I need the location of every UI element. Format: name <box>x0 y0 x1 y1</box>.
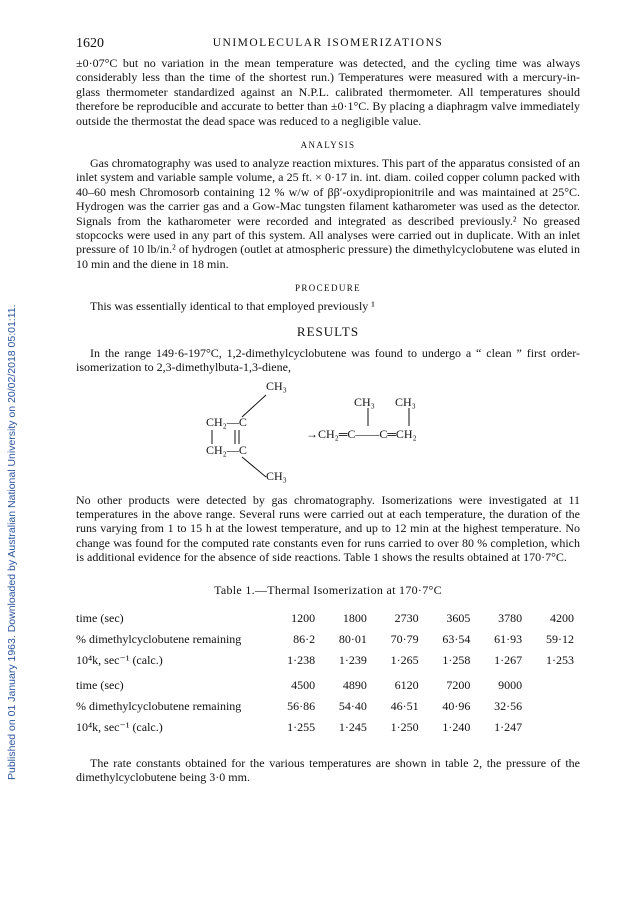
table-cell: 1·239 <box>338 652 367 667</box>
row-label: time (sec) <box>76 677 124 692</box>
row-label: 10⁴k, sec⁻¹ (calc.) <box>76 652 163 667</box>
publication-watermark <box>4 120 18 780</box>
table-cell <box>528 696 580 717</box>
row-label: % dimethylcyclobutene remaining <box>76 698 242 713</box>
table-cell: 1·245 <box>338 719 367 734</box>
running-head <box>76 36 580 56</box>
journal-page <box>76 36 580 784</box>
table-row <box>76 608 580 629</box>
publication-watermark-text: Published on 01 January 1963. Downloaded by Australian National University on 20/02/2018 05:01:11. <box>6 304 18 780</box>
table-row <box>76 629 580 650</box>
product-methyl-right: CH₃ <box>395 394 416 409</box>
table-cell: 1·265 <box>390 652 419 667</box>
running-title: UNIMOLECULAR ISOMERIZATIONS <box>212 37 444 49</box>
analysis-heading: ANALYSIS <box>300 140 356 151</box>
table-cell: 4500 <box>291 677 316 692</box>
table-cell <box>528 675 580 696</box>
table-cell: 1·250 <box>390 719 419 734</box>
row-label: time (sec) <box>76 610 124 625</box>
table-1 <box>76 608 580 738</box>
table-cell: 7200 <box>446 677 471 692</box>
table-cell: 70·79 <box>390 631 419 646</box>
table-cell: 1·253 <box>546 652 574 667</box>
table-cell: 86·2 <box>293 631 316 646</box>
table-cell: 3780 <box>498 610 523 625</box>
intro-paragraph: ±0·07°C but no variation in the mean temperature was detected, and the cycling time was always considerably less than the time of the shortest run.) Temperatures were measured with a mercury-in-glass thermometer standardized against an N.P.L. calibrated thermometer. All temperatures should therefore be reproducible and accurate to better than ±0·1°C. By placing a diaphragm valve immediately outside the thermostat the dead space was reduced to a negligible value. <box>76 56 580 128</box>
analysis-paragraph: Gas chromatography was used to analyze reaction mixtures. This part of the apparatus consisted of an inlet system and variable sample volume, a 25 ft. × 0·17 in. int. diam. coiled copper column packed with 40–60 mesh Chromosorb containing 12 % w/w of ββ′-oxydipropionitrile and was maintained at 25°C. Hydrogen was the carrier gas and a Gow-Mac tungsten filament katharometer was used as the detector. Signals from the katharometer were recorded and integrated as described previously.² No greased stopcocks were used in any part of this system. All analyses were carried out in duplicate. With an inlet pressure of 10 lb/in.² of hydrogen (outlet at atmospheric pressure) the dimethylcyclobutene was eluted in 10 min and the diene in 18 min. <box>76 156 580 271</box>
table-cell: 2730 <box>394 610 419 625</box>
procedure-paragraph: This was essentially identical to that employed previously ¹ <box>90 299 375 314</box>
reaction-scheme <box>76 377 580 487</box>
table-cell: 3605 <box>446 610 471 625</box>
table-cell: 56·86 <box>287 698 316 713</box>
table-cell: 1·247 <box>494 719 523 734</box>
product-methyl-left: CH₃ <box>354 394 375 409</box>
ring-upper-label: CH₂—C <box>206 414 247 429</box>
closing-paragraph: The rate constants obtained for the various temperatures are shown in table 2, the pressure of the dimethylcyclobutene being 3·0 mm. <box>76 755 580 784</box>
table-row <box>76 675 580 696</box>
procedure-heading: PROCEDURE <box>294 283 362 294</box>
table-cell <box>528 717 580 738</box>
table-cell: 1·255 <box>287 719 316 734</box>
table-cell: 1·267 <box>494 652 523 667</box>
table-cell: 9000 <box>498 677 523 692</box>
table-cell: 1·258 <box>442 652 471 667</box>
table-cell: 63·54 <box>442 631 471 646</box>
row-label: % dimethylcyclobutene remaining <box>76 631 242 646</box>
table-cell: 1·238 <box>287 652 316 667</box>
table-cell: 46·51 <box>390 698 419 713</box>
table-cell: 59·12 <box>546 631 574 646</box>
table-row <box>76 696 580 717</box>
results-heading: RESULTS <box>296 323 360 339</box>
results-paragraph-1: In the range 149·6-197°C, 1,2-dimethylcyclobutene was found to undergo a “ clean ” first order-isomerization to 2,3-dimethylbuta-1,3-diene, <box>76 345 580 375</box>
page-number: 1620 <box>76 36 104 51</box>
table-cell: 61·93 <box>494 631 523 646</box>
methyl-label-top: CH₃ <box>266 378 287 393</box>
methyl-label-bottom: CH₃ <box>266 468 287 483</box>
table-cell: 1200 <box>291 610 316 625</box>
ring-lower-label: CH₂—C <box>206 442 247 457</box>
table-cell: 4890 <box>342 677 367 692</box>
table-cell: 32·56 <box>494 698 523 713</box>
table-cell: 1800 <box>342 610 367 625</box>
results-paragraph-2: No other products were detected by gas chromatography. Isomerizations were investigated at 11 temperatures in the above range. Several runs were carried out at each temperature, the duration of the runs varying from 1 to 15 h at the lowest temperature, and up to 12 min at the highest temperature. No change was found for the computed rate constants even for runs carried to over 80 % completion, which is additional evidence for the absence of side reactions. Table 1 shows the results obtained at 170·7°C. <box>76 492 580 565</box>
table-cell: 4200 <box>550 610 574 625</box>
table-row <box>76 717 580 738</box>
table-1-caption: Table 1.—Thermal Isomerization at 170·7°C <box>214 582 442 597</box>
table-cell: 40·96 <box>442 698 471 713</box>
table-cell: 54·40 <box>338 698 367 713</box>
table-cell: 1·240 <box>442 719 471 734</box>
table-cell: 6120 <box>394 677 419 692</box>
row-label: 10⁴k, sec⁻¹ (calc.) <box>76 719 163 734</box>
table-cell: 80·01 <box>338 631 367 646</box>
table-row <box>76 650 580 671</box>
product-chain: →CH₂═C——C═CH₂ <box>306 426 417 441</box>
